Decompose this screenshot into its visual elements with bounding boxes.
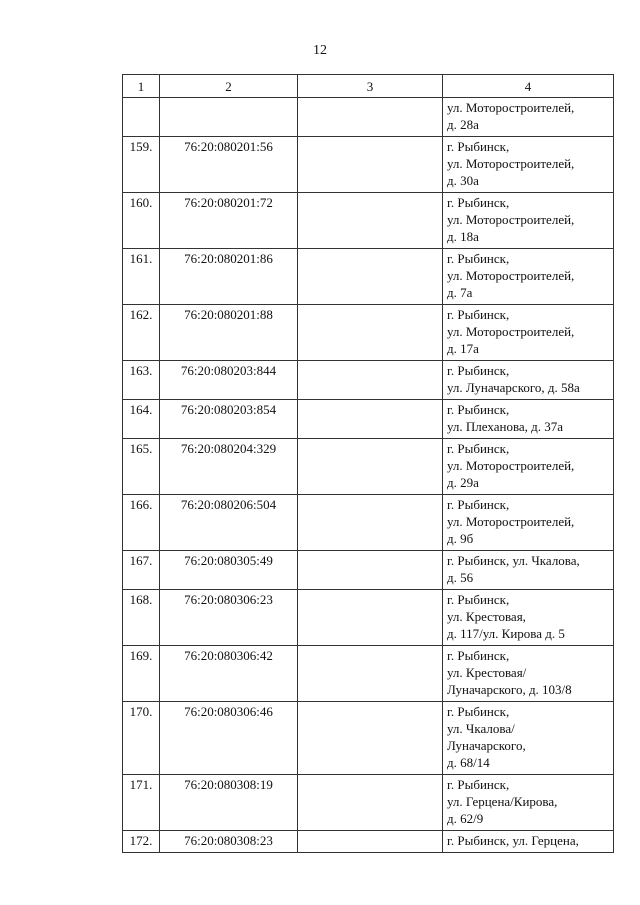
- cadastral-number: [160, 98, 298, 137]
- table-row: [123, 646, 614, 702]
- column-3-cell: [298, 551, 443, 590]
- table-row: [123, 137, 614, 193]
- address-line: г. Рыбинск,: [447, 441, 510, 456]
- address-line: г. Рыбинск,: [447, 497, 510, 512]
- row-number: 164.: [123, 400, 160, 439]
- address-line: ул. Моторостроителей,: [447, 212, 575, 227]
- cadastral-number: 76:20:080201:86: [160, 249, 298, 305]
- table-row: [123, 98, 614, 137]
- address-line: д. 62/9: [447, 811, 484, 826]
- cadastral-number: 76:20:080306:42: [160, 646, 298, 702]
- table-row: [123, 193, 614, 249]
- table-header-row: [123, 75, 614, 98]
- row-number: 167.: [123, 551, 160, 590]
- column-header-3: 3: [298, 75, 443, 98]
- address-line: ул. Крестовая/: [447, 665, 527, 680]
- address-line: д. 17а: [447, 341, 479, 356]
- address-cell: [443, 193, 614, 249]
- row-number: 170.: [123, 702, 160, 775]
- cadastral-number: 76:20:080308:23: [160, 831, 298, 853]
- address-line: г. Рыбинск,: [447, 307, 510, 322]
- address-line: д. 56: [447, 570, 474, 585]
- address-cell: [443, 249, 614, 305]
- address-line: ул. Моторостроителей,: [447, 156, 575, 171]
- row-number: 159.: [123, 137, 160, 193]
- address-cell: [443, 361, 614, 400]
- address-line: д. 28а: [447, 117, 479, 132]
- address-line: д. 30а: [447, 173, 479, 188]
- cadastral-number: 76:20:080201:88: [160, 305, 298, 361]
- address-line: ул. Моторостроителей,: [447, 324, 575, 339]
- address-line: ул. Луначарского, д. 58а: [447, 380, 580, 395]
- cadastral-number: 76:20:080204:329: [160, 439, 298, 495]
- column-3-cell: [298, 495, 443, 551]
- address-line: д. 18а: [447, 229, 479, 244]
- address-line: д. 29а: [447, 475, 479, 490]
- address-line: д. 68/14: [447, 755, 490, 770]
- column-3-cell: [298, 98, 443, 137]
- column-3-cell: [298, 193, 443, 249]
- page-number: 12: [313, 43, 327, 58]
- address-line: г. Рыбинск,: [447, 402, 510, 417]
- row-number: 161.: [123, 249, 160, 305]
- address-line: ул. Крестовая,: [447, 609, 526, 624]
- cadastral-number: 76:20:080306:23: [160, 590, 298, 646]
- table-row: [123, 400, 614, 439]
- address-cell: [443, 646, 614, 702]
- table-row: [123, 361, 614, 400]
- address-line: г. Рыбинск,: [447, 592, 510, 607]
- row-number: 162.: [123, 305, 160, 361]
- address-line: ул. Чкалова/: [447, 721, 515, 736]
- address-line: г. Рыбинск,: [447, 704, 510, 719]
- address-line: г. Рыбинск,: [447, 363, 510, 378]
- address-cell: [443, 590, 614, 646]
- address-cell: [443, 495, 614, 551]
- address-line: г. Рыбинск,: [447, 648, 510, 663]
- row-number: 165.: [123, 439, 160, 495]
- address-cell: [443, 775, 614, 831]
- column-3-cell: [298, 646, 443, 702]
- column-header-4: 4: [443, 75, 614, 98]
- column-3-cell: [298, 775, 443, 831]
- row-number: 172.: [123, 831, 160, 853]
- address-line: г. Рыбинск, ул. Чкалова,: [447, 553, 580, 568]
- table-body: [123, 98, 614, 853]
- address-line: д. 117/ул. Кирова д. 5: [447, 626, 565, 641]
- address-cell: [443, 831, 614, 853]
- row-number: 160.: [123, 193, 160, 249]
- cadastral-number: 76:20:080203:854: [160, 400, 298, 439]
- column-header-2: 2: [160, 75, 298, 98]
- address-cell: [443, 400, 614, 439]
- address-line: ул. Моторостроителей,: [447, 100, 575, 115]
- address-cell: [443, 439, 614, 495]
- row-number: 166.: [123, 495, 160, 551]
- column-3-cell: [298, 590, 443, 646]
- row-number: 171.: [123, 775, 160, 831]
- column-3-cell: [298, 249, 443, 305]
- column-3-cell: [298, 305, 443, 361]
- column-3-cell: [298, 361, 443, 400]
- column-3-cell: [298, 400, 443, 439]
- address-line: д. 7а: [447, 285, 473, 300]
- address-line: г. Рыбинск,: [447, 195, 510, 210]
- column-3-cell: [298, 702, 443, 775]
- address-line: ул. Моторостроителей,: [447, 268, 575, 283]
- column-3-cell: [298, 439, 443, 495]
- address-line: ул. Герцена/Кирова,: [447, 794, 558, 809]
- column-3-cell: [298, 831, 443, 853]
- address-line: г. Рыбинск,: [447, 777, 510, 792]
- address-line: ул. Моторостроителей,: [447, 458, 575, 473]
- cadastral-number: 76:20:080203:844: [160, 361, 298, 400]
- table-row: [123, 775, 614, 831]
- table-row: [123, 702, 614, 775]
- row-number: 168.: [123, 590, 160, 646]
- address-cell: [443, 137, 614, 193]
- address-line: Луначарского,: [447, 738, 526, 753]
- column-3-cell: [298, 137, 443, 193]
- address-line: г. Рыбинск, ул. Герцена,: [447, 833, 579, 848]
- cadastral-number: 76:20:080201:72: [160, 193, 298, 249]
- table-row: [123, 551, 614, 590]
- cadastral-number: 76:20:080201:56: [160, 137, 298, 193]
- address-line: г. Рыбинск,: [447, 251, 510, 266]
- address-cell: [443, 702, 614, 775]
- cadastral-number: 76:20:080206:504: [160, 495, 298, 551]
- registry-table: [122, 74, 614, 853]
- address-cell: [443, 98, 614, 137]
- table-row: [123, 495, 614, 551]
- cadastral-number: 76:20:080308:19: [160, 775, 298, 831]
- table-row: [123, 590, 614, 646]
- address-line: г. Рыбинск,: [447, 139, 510, 154]
- table-row: [123, 249, 614, 305]
- table-row: [123, 439, 614, 495]
- column-header-1: 1: [123, 75, 160, 98]
- address-line: Луначарского, д. 103/8: [447, 682, 572, 697]
- cadastral-number: 76:20:080305:49: [160, 551, 298, 590]
- address-line: д. 9б: [447, 531, 474, 546]
- table-row: [123, 305, 614, 361]
- row-number: 169.: [123, 646, 160, 702]
- row-number: 163.: [123, 361, 160, 400]
- address-cell: [443, 305, 614, 361]
- address-line: ул. Плеханова, д. 37а: [447, 419, 564, 434]
- table-row: [123, 831, 614, 853]
- row-number: [123, 98, 160, 137]
- address-cell: [443, 551, 614, 590]
- address-line: ул. Моторостроителей,: [447, 514, 575, 529]
- cadastral-number: 76:20:080306:46: [160, 702, 298, 775]
